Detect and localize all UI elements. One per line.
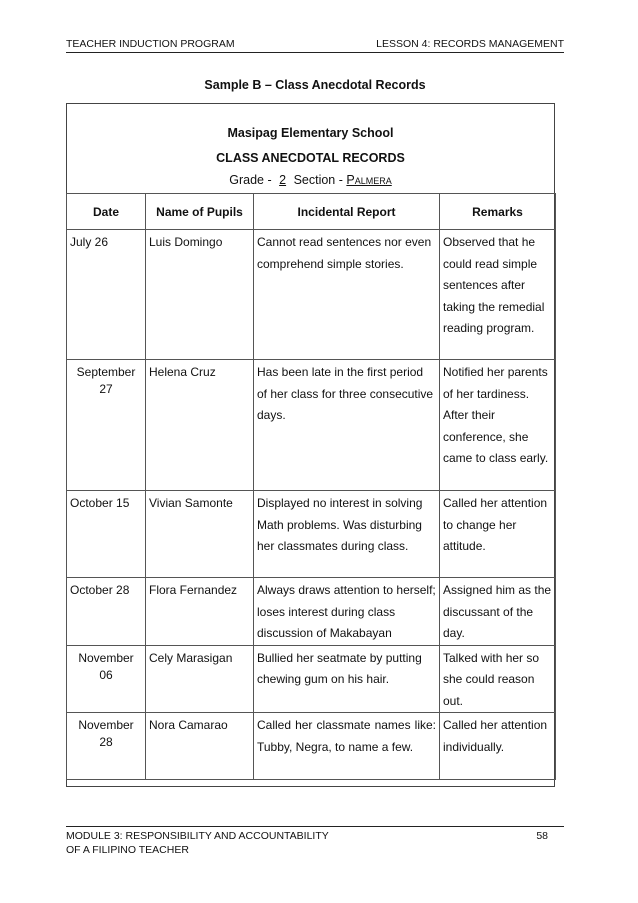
- table-header-row: [67, 194, 556, 230]
- header-program: TEACHER INDUCTION PROGRAM: [66, 38, 235, 50]
- row-name: Helena Cruz: [146, 360, 254, 491]
- table-row: [67, 360, 556, 491]
- section-label: Section -: [293, 173, 343, 187]
- row-remarks: Called her attention individually.: [440, 713, 556, 780]
- row-report: Bullied her seatmate by putting chewing gum on his hair.: [254, 645, 440, 713]
- row-remarks: Notified her parents of her tardiness. After their conference, she came to class early.: [440, 360, 556, 491]
- row-name: Cely Marasigan: [146, 645, 254, 713]
- row-date: September 27: [67, 360, 146, 491]
- page-header: [66, 38, 564, 53]
- section-value: Palmera: [346, 173, 392, 187]
- page-footer: [66, 826, 564, 857]
- table-row: [67, 578, 556, 646]
- col-header-report: Incidental Report: [254, 194, 440, 230]
- records-frame: [66, 103, 555, 787]
- row-report: Has been late in the first period of her class for three consecutive days.: [254, 360, 440, 491]
- row-name: Vivian Samonte: [146, 491, 254, 578]
- row-remarks: Observed that he could read simple sentences after taking the remedial reading program.: [440, 230, 556, 360]
- page-number: 58: [536, 830, 548, 842]
- col-header-date: Date: [67, 194, 146, 230]
- anecdotal-records-table: [66, 193, 556, 780]
- row-report: Displayed no interest in solving Math problems. Was disturbing her classmates during class.: [254, 491, 440, 578]
- row-date: July 26: [67, 230, 146, 360]
- table-row: [67, 230, 556, 360]
- row-remarks: Talked with her so she could reason out.: [440, 645, 556, 713]
- col-header-name: Name of Pupils: [146, 194, 254, 230]
- footer-module-line1: MODULE 3: RESPONSIBILITY AND ACCOUNTABILITY: [66, 830, 329, 842]
- records-title: CLASS ANECDOTAL RECORDS: [216, 151, 405, 165]
- grade-label: Grade -: [229, 173, 272, 187]
- row-date: November 06: [67, 645, 146, 713]
- row-name: Luis Domingo: [146, 230, 254, 360]
- col-header-remarks: Remarks: [440, 194, 556, 230]
- table-row: [67, 645, 556, 713]
- sample-title: Sample B – Class Anecdotal Records: [204, 78, 426, 92]
- row-report: Always draws attention to herself; loses interest during class discussion of Makabayan: [254, 578, 440, 646]
- school-name: Masipag Elementary School: [227, 126, 394, 140]
- row-report: Called her classmate names like: Tubby, Negra, to name a few.: [254, 713, 440, 780]
- row-date: November 28: [67, 713, 146, 780]
- row-report: Cannot read sentences nor even comprehend simple stories.: [254, 230, 440, 360]
- header-lesson: LESSON 4: RECORDS MANAGEMENT: [376, 38, 564, 50]
- row-date: October 28: [67, 578, 146, 646]
- grade-section-line: [67, 173, 554, 187]
- table-row: [67, 491, 556, 578]
- table-row: [67, 713, 556, 780]
- row-name: Nora Camarao: [146, 713, 254, 780]
- row-remarks: Assigned him as the discussant of the day.: [440, 578, 556, 646]
- row-date: October 15: [67, 491, 146, 578]
- grade-value: 2: [279, 173, 287, 187]
- row-remarks: Called her attention to change her attitude.: [440, 491, 556, 578]
- footer-module-line2: OF A FILIPINO TEACHER: [66, 844, 189, 856]
- row-name: Flora Fernandez: [146, 578, 254, 646]
